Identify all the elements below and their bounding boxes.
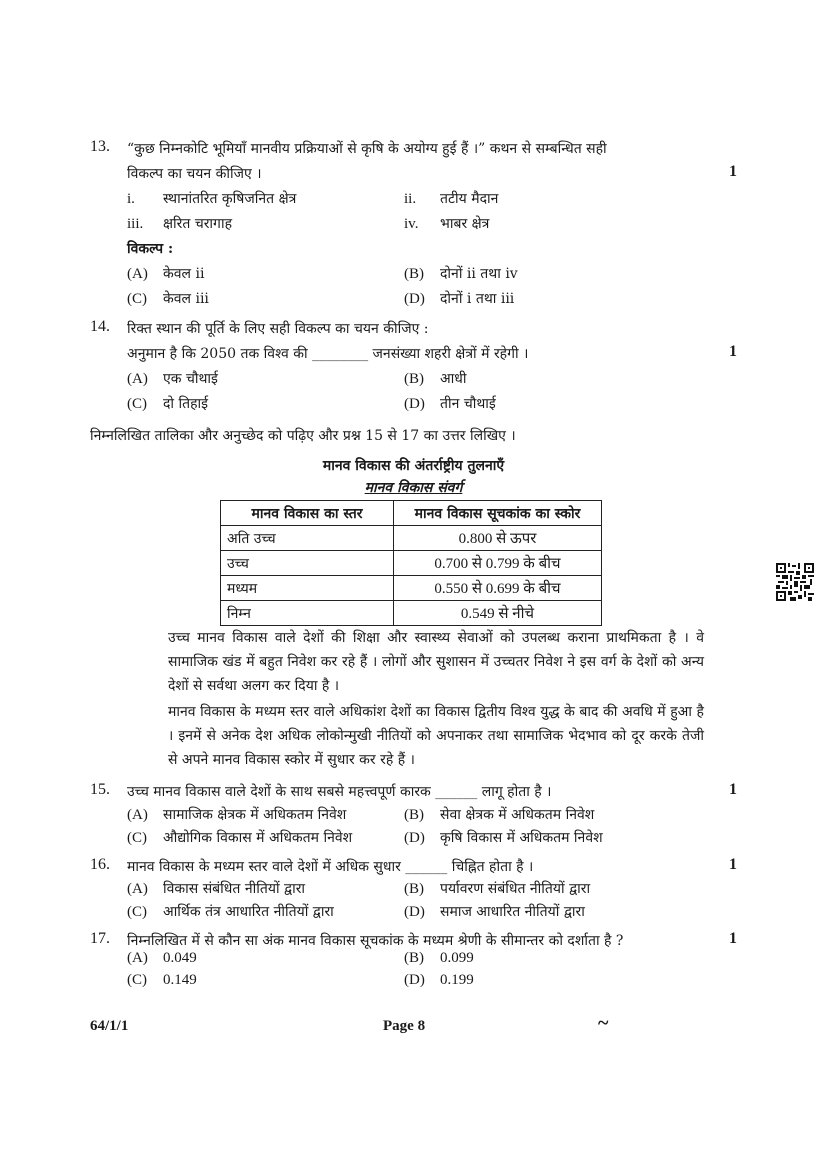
q13-number: 13. — [90, 138, 110, 155]
q13-item-i: i. स्थानांतरित कृषिजनित क्षेत्र — [127, 191, 297, 207]
q17-text: निम्नलिखित में से कौन सा अंक मानव विकास सूचकांक के मध्यम श्रेणी के सीमान्तर को दर्शाता है ? — [127, 933, 624, 949]
q17-option-c: (C) 0.149 — [127, 972, 197, 988]
table-cell-score: 0.549 से नीचे — [394, 601, 602, 626]
table-subtitle: मानव विकास संवर्ग — [364, 480, 463, 496]
q14-marks: 1 — [729, 343, 737, 360]
q13-text-line1: “कुछ निम्नकोटि भूमियाँ मानवीय प्रक्रियाओं से कृषि के अयोग्य हुई हैं ।” कथन से सम्बन्धित सही — [127, 141, 607, 157]
q16-option-c: (C) आर्थिक तंत्र आधारित नीतियों द्वारा — [127, 904, 334, 920]
table-row — [221, 551, 602, 576]
q13-item-ii: ii. तटीय मैदान — [404, 191, 499, 207]
q13-option-a: (A) केवल ii — [127, 266, 205, 282]
q17-option-a: (A) 0.049 — [127, 950, 197, 966]
q16-option-a: (A) विकास संबंधित नीतियों द्वारा — [127, 881, 306, 897]
table-title: मानव विकास की अंतर्राष्ट्रीय तुलनाएँ — [322, 458, 505, 474]
table-header-row — [221, 501, 602, 526]
q17-option-b: (B) 0.099 — [404, 950, 474, 966]
q15-marks: 1 — [729, 781, 737, 798]
q13-options-heading: विकल्प : — [127, 241, 174, 257]
q14-option-b: (B) आधी — [404, 371, 467, 387]
q17-option-d: (D) 0.199 — [404, 972, 474, 988]
table-row — [221, 526, 602, 551]
q15-option-c: (C) औद्योगिक विकास में अधिकतम निवेश — [127, 830, 353, 846]
q15-text: उच्च मानव विकास वाले देशों के साथ सबसे महत्त्वपूर्ण कारक ______ लागू होता है । — [127, 784, 552, 800]
q13-option-d: (D) दोनों i तथा iii — [404, 291, 515, 307]
hdi-category-table — [220, 500, 602, 626]
page-number: Page 8 — [383, 1018, 426, 1034]
q15-option-b: (B) सेवा क्षेत्रक में अधिकतम निवेश — [404, 807, 595, 823]
q15-number: 15. — [90, 781, 110, 798]
q16-text: मानव विकास के मध्यम स्तर वाले देशों में अधिक सुधार ______ चिह्नित होता है । — [127, 859, 534, 875]
q17-marks: 1 — [729, 930, 737, 947]
table-cell-score: 0.550 से 0.699 के बीच — [394, 576, 602, 601]
q15-option-a: (A) सामाजिक क्षेत्रक में अधिकतम निवेश — [127, 807, 347, 823]
table-cell-score: 0.800 से ऊपर — [394, 526, 602, 551]
q13-option-b: (B) दोनों ii तथा iv — [404, 266, 518, 282]
q13-marks: 1 — [729, 163, 737, 180]
q14-text-line1: रिक्त स्थान की पूर्ति के लिए सही विकल्प का चयन कीजिए : — [127, 321, 429, 337]
table-cell-score: 0.700 से 0.799 के बीच — [394, 551, 602, 576]
q15-option-d: (D) कृषि विकास में अधिकतम निवेश — [404, 830, 603, 846]
table-row — [221, 576, 602, 601]
q13-option-c: (C) केवल iii — [127, 291, 209, 307]
q13-text-line2: विकल्प का चयन कीजिए । — [127, 166, 262, 182]
paper-code: 64/1/1 — [90, 1018, 129, 1034]
table-cell-level: अति उच्च — [221, 526, 394, 551]
instruction-text: निम्नलिखित तालिका और अनुच्छेद को पढ़िए और प्रश्न 15 से 17 का उत्तर लिखिए । — [90, 428, 516, 444]
q16-number: 16. — [90, 856, 110, 873]
q13-item-iv: iv. भाबर क्षेत्र — [404, 216, 490, 232]
table-row — [221, 601, 602, 626]
paragraph-high-development: उच्च मानव विकास वाले देशों की शिक्षा और स्वास्थ्य सेवाओं को उपलब्ध कराना प्राथमिकता है । वे सामाजिक खंड में बहुत निवेश कर रहे हैं । लोगों और सुशासन में उच्चतर निवेश ने इस वर्ग के देशों को अन्य देशों से सर्वथा अलग कर दिया है । — [168, 630, 704, 694]
q14-text-line2: अनुमान है कि 2050 तक विश्व की ________ जनसंख्या शहरी क्षेत्रों में रहेगी । — [127, 346, 529, 362]
q16-option-b: (B) पर्यावरण संबंधित नीतियों द्वारा — [404, 881, 591, 897]
q14-option-c: (C) दो तिहाई — [127, 396, 209, 412]
q16-marks: 1 — [729, 856, 737, 873]
table-header-level: मानव विकास का स्तर — [221, 501, 394, 526]
table-header-score: मानव विकास सूचकांक का स्कोर — [394, 501, 602, 526]
paragraph-medium-development: मानव विकास के मध्यम स्तर वाले अधिकांश देशों का विकास द्वितीय विश्व युद्ध के बाद की अवधि में हुआ है । इनमें से अनेक देश अधिक लोकोन्मुखी नीतियों को अपनाकर तथा सामाजिक भेदभाव को दूर करके तेजी से अपने मानव विकास स्कोर में सुधार कर रहे हैं । — [168, 704, 704, 768]
q14-number: 14. — [90, 318, 110, 335]
table-cell-level: मध्यम — [221, 576, 394, 601]
qr-code-icon — [776, 563, 814, 601]
table-cell-level: उच्च — [221, 551, 394, 576]
q16-option-d: (D) समाज आधारित नीतियों द्वारा — [404, 904, 585, 920]
table-cell-level: निम्न — [221, 601, 394, 626]
q13-item-iii: iii. क्षरित चरागाह — [127, 216, 233, 232]
q17-number: 17. — [90, 930, 110, 947]
q14-option-a: (A) एक चौथाई — [127, 371, 218, 387]
q14-option-d: (D) तीन चौथाई — [404, 396, 496, 412]
footer-tilde-mark: ~ — [598, 1012, 609, 1034]
